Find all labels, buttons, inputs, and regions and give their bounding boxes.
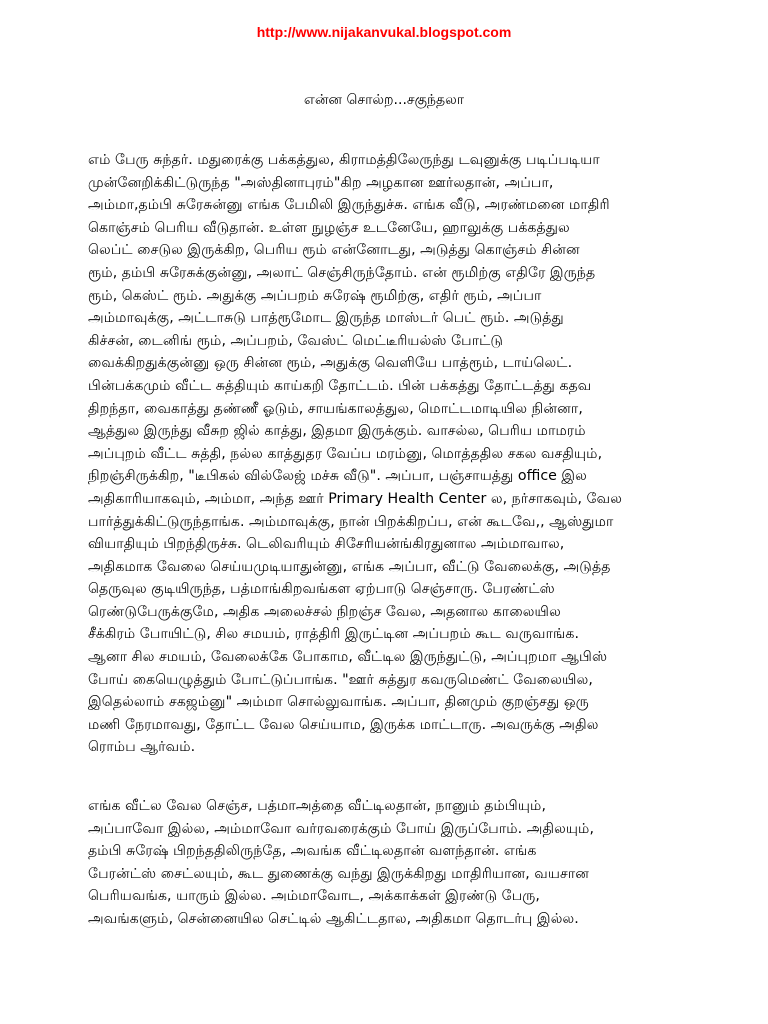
story-title: என்ன சொல்ற...சகுந்தலா <box>303 92 465 108</box>
paragraph-1-line: லெப்ட் சைடுல இருக்கிற, பெரிய ரூம் என்னோடது, அடுத்து கொஞ்சம் சின்ன <box>88 242 580 259</box>
paragraph-1-line: முன்னேறிக்கிட்டுருந்த "அஸ்தினாபுரம்"கிற அழகான ஊர்லதான், அப்பா, <box>88 174 554 191</box>
paragraph-2-line: பெரியவங்க, யாரும் இல்ல. அம்மாவோட, அக்காக்கள் இரண்டு பேரு, <box>88 888 540 905</box>
paragraph-2-line: எங்க வீட்ல வேல செஞ்ச, பத்மாஅத்தை வீட்டிலதான், நானும் தம்பியும், <box>88 798 546 814</box>
paragraph-1-line: பார்த்துக்கிட்டுருந்தாங்க. அம்மாவுக்கு, நான் பிறக்கிறப்ப, என் கூடவே,, ஆஸ்துமா <box>88 513 614 530</box>
paragraph-1-line: போய் கையெழுத்தும் போட்டுப்பாங்க. "ஊர் சுத்துர கவருமெண்ட் வேலையில, <box>88 671 593 688</box>
paragraph-2-line: அவங்களும், சென்னையில செட்டில் ஆகிட்டதால, அதிகமா தொடர்பு இல்ல. <box>88 910 579 927</box>
paragraph-1-line: இதெல்லாம் சகஜம்னு" அம்மா சொல்லுவாங்க. அப்பா, தினமும் குறஞ்சது ஒரு <box>88 694 589 711</box>
paragraph-1-line: தெருவுல குடியிருந்த, பத்மாங்கிறவங்கள ஏற்பாடு செஞ்சாரு. பேரண்ட்ஸ் <box>88 581 555 598</box>
paragraph-1-line: கிச்சன், டைனிங் ரூம், அப்பறம், வேஸ்ட் மெட்டீரியல்ஸ் போட்டு <box>88 332 504 349</box>
paragraph-1 <box>88 149 698 759</box>
blog-url-link[interactable]: http://www.nijakanvukal.blogspot.com <box>256 24 512 40</box>
paragraph-2-line: அப்பாவோ இல்ல, அம்மாவோ வர்ரவரைக்கும் போய் இருப்போம். அதிலயும், <box>88 820 594 837</box>
paragraph-1-line: ரொம்ப ஆர்வம். <box>88 739 196 756</box>
paragraph-2-line: பேரன்ட்ஸ் சைட்லயும், கூட துணைக்கு வந்து இருக்கிறது மாதிரியான, வயசான <box>88 865 590 882</box>
paragraph-1-line: எம் பேரு சுந்தர். மதுரைக்கு பக்கத்துல, கிராமத்திலேருந்து டவுனுக்கு படிப்படியா <box>88 152 600 168</box>
paragraph-2-line: தம்பி சுரேஷ் பிறந்ததிலிருந்தே, அவங்க வீட்டிலதான் வளந்தான். எங்க <box>88 843 537 860</box>
paragraph-1-line: அம்மா,தம்பி சுரேசுன்னு எங்க பேமிலி இருந்துச்சு. எங்க வீடு, அரண்மனை மாதிரி <box>88 197 610 214</box>
paragraph-1-line: ஆத்துல இருந்து வீசுற ஜில் காத்து, இதமா இருக்கும். வாசல்ல, பெரிய மாமரம் <box>88 423 586 440</box>
paragraph-1-line: சீக்கிரம் போயிட்டு, சில சமயம், ராத்திரி இருட்டின அப்பறம் கூட வருவாங்க. <box>88 626 580 643</box>
paragraph-1-line: அப்புறம் வீட்ட சுத்தி, நல்ல காத்துதர வேப்ப மரம்னு, மொத்ததில சகல வசதியும், <box>88 445 603 462</box>
paragraph-1-line: அம்மாவுக்கு, அட்டாசுடு பாத்ரூமோட இருந்த மாஸ்டர் பெட் ரூம். அடுத்து <box>88 310 564 327</box>
paragraph-1-line: அதிகமாக வேலை செய்யமுடியாதுன்னு, எங்க அப்பா, வீட்டு வேலைக்கு, அடுத்த <box>88 558 611 575</box>
paragraph-2 <box>88 795 698 931</box>
paragraph-1-line: ரூம், கெஸ்ட் ரூம். அதுக்கு அப்பறம் சுரேஷ் ரூமிற்கு, எதிர் ரூம், அப்பா <box>88 287 542 304</box>
paragraph-1-line: வைக்கிறதுக்குன்னு ஒரு சின்ன ரூம், அதுக்கு வெளியே பாத்ரூம், டாய்லெட். <box>88 355 573 372</box>
paragraph-1-line: ரூம், தம்பி சுரேசுக்குன்னு, அலாட் செஞ்சிருந்தோம். என் ரூமிற்கு எதிரே இருந்த <box>88 264 596 281</box>
paragraph-1-line: ஆனா சில சமயம், வேலைக்கே போகாம, வீட்டில இருந்துட்டு, அப்புறமா ஆபிஸ் <box>88 649 608 666</box>
paragraph-1-line: நிறஞ்சிருக்கிற, "டீபிகல் வில்லேஜ் மச்சு வீடு". அப்பா, பஞ்சாயத்து office இல <box>88 468 587 485</box>
paragraph-1-line: ரெண்டுபேருக்குமே, அதிக அலைச்சல் நிறஞ்ச வேல, அதனால காலையில <box>88 603 561 620</box>
paragraph-1-line: அதிகாரியாகவும், அம்மா, அந்த ஊர் Primary Health Center ல, நர்சாகவும், வேல <box>88 490 622 507</box>
paragraph-1-line: பின்பக்கமும் வீட்ட சுத்தியும் காய்கறி தோட்டம். பின் பக்கத்து தோட்டத்து கதவ <box>88 377 592 394</box>
paragraph-1-line: மணி நேரமாவது, தோட்ட வேல செய்யாம, இருக்க மாட்டாரு. அவருக்கு அதில <box>88 716 599 733</box>
paragraph-1-line: வியாதியும் பிறந்திருச்சு. டெலிவரியும் சிசேரியன்ங்கிரதுனால அம்மாவால, <box>88 536 565 553</box>
paragraph-1-line: கொஞ்சம் பெரிய வீடுதான். உள்ள நுழஞ்ச உடனேயே, ஹாலுக்கு பக்கத்துல <box>88 219 570 236</box>
paragraph-1-line: திறந்தா, வைகாத்து தண்ணீ ஓடும், சாயங்காலத்துல, மொட்டமாடியில நின்னா, <box>88 400 583 417</box>
